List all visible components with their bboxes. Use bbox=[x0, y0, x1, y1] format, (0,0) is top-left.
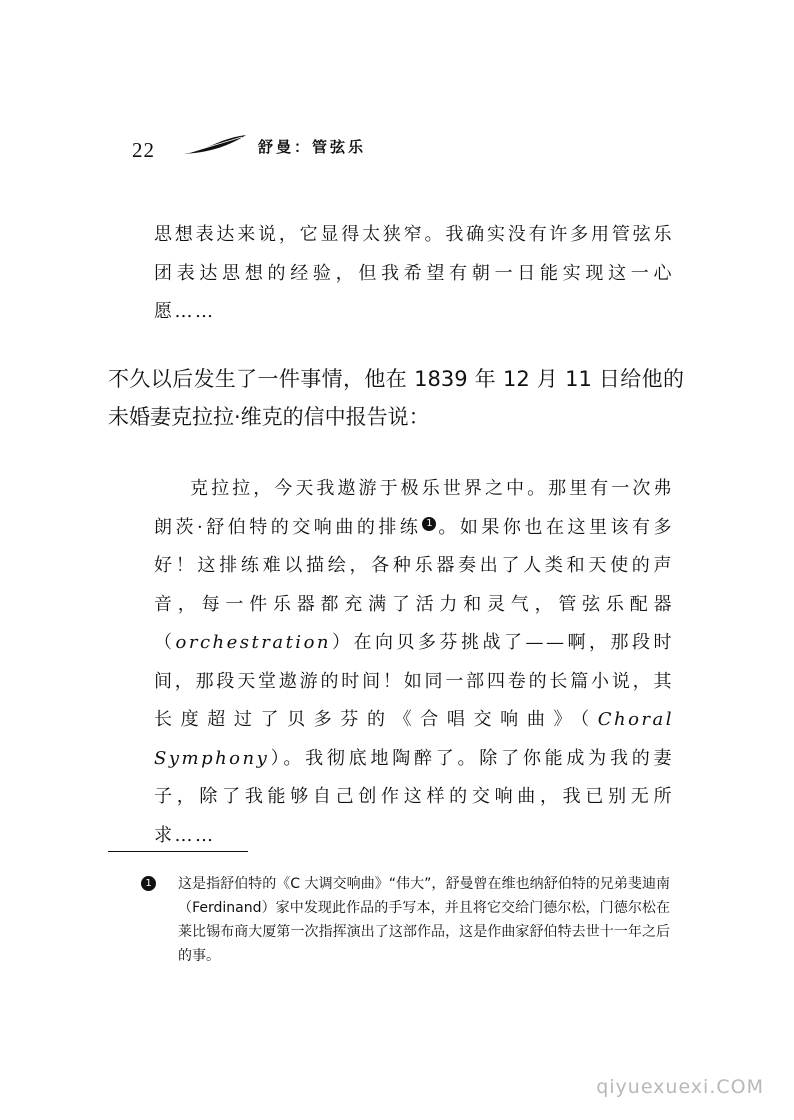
quote-text: 。如果你也在这里该有多好！这排练难以描绘，各种乐器奏出了人类和天使的声音，每一件乐器都充满了活力和灵气，管弦乐配器（ bbox=[154, 516, 674, 653]
running-title: 舒曼：管弦乐 bbox=[258, 138, 367, 156]
block-quote-continuation: 思想表达来说，它显得太狭窄。我确实没有许多用管弦乐团表达思想的经验，但我希望有朝一日能实现这一心愿…… bbox=[154, 224, 674, 322]
feather-icon bbox=[182, 134, 248, 158]
footnote-text: 这是指舒伯特的《C 大调交响曲》“伟大”，舒曼曾在维也纳舒伯特的兄弟斐迪南（Ferdinand）家中发现此作品的手写本，并且将它交给门德尔松，门德尔松在莱比锡布商大厦第一次指挥演出了这部作品，这是作曲家舒伯特去世十一年之后的事。 bbox=[178, 876, 670, 964]
footnote bbox=[150, 872, 670, 968]
footnote-divider bbox=[108, 851, 248, 852]
english-term: orchestration bbox=[175, 632, 331, 653]
footnote-reference[interactable]: 1 bbox=[422, 517, 436, 531]
quote-text: ）。我彻底地陶醉了。除了你能成为我的妻子，除了我能够自己创作这样的交响曲，我已别无所求…… bbox=[154, 747, 674, 846]
watermark: qiyuexuexi.COM bbox=[596, 1076, 764, 1098]
page-number: 22 bbox=[132, 138, 155, 162]
quote-text: 克拉拉，今天我遨游于极乐世界之中。那里有一次弗朗茨·舒伯特的交响曲的排练 bbox=[154, 478, 674, 538]
block-quote-letter bbox=[154, 470, 674, 855]
body-paragraph: 不久以后发生了一件事情，他在 1839 年 12 月 11 日给他的未婚妻克拉拉·维克的信中报告说： bbox=[108, 367, 684, 429]
footnote-marker: 1 bbox=[141, 876, 156, 891]
english-term: Choral Symphony bbox=[154, 709, 674, 769]
page-header bbox=[132, 132, 432, 164]
quote-text: ）在向贝多芬挑战了——啊，那段时间，那段天堂遨游的时间！如同一部四卷的长篇小说，其长度超过了贝多芬的《合唱交响曲》（ bbox=[154, 632, 674, 730]
